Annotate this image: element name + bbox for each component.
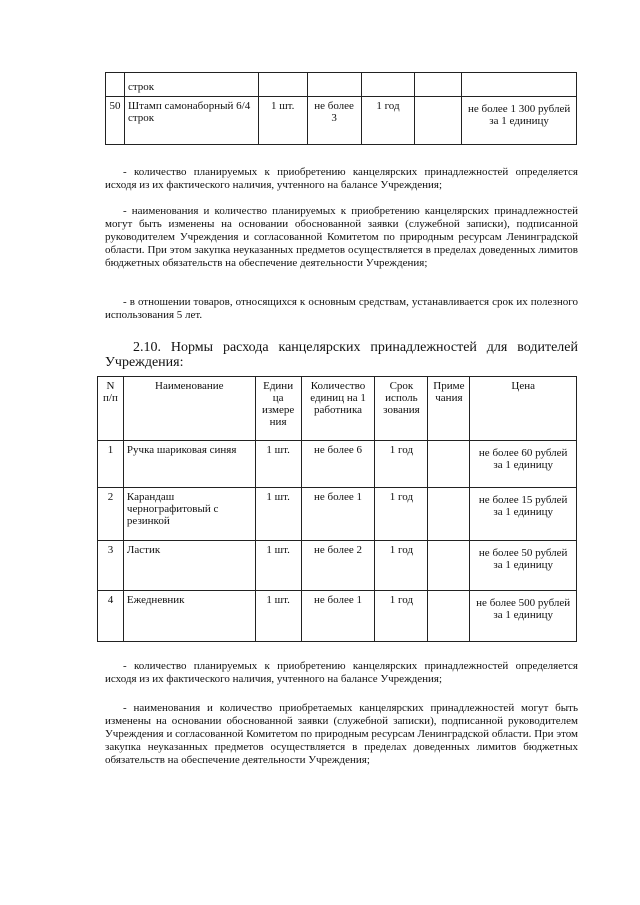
cell-qty: не более 2 bbox=[301, 541, 375, 591]
cell-term: 1 год bbox=[375, 591, 428, 642]
cell-n: 2 bbox=[98, 488, 124, 541]
cell-n: 4 bbox=[98, 591, 124, 642]
section-heading: 2.10. Нормы расхода канцелярских принадлежностей для водителей Учреждения: bbox=[105, 340, 578, 370]
table-row bbox=[98, 488, 577, 541]
header-unit: Едини ца измере ния bbox=[255, 377, 301, 441]
cell-note bbox=[428, 441, 470, 488]
cell-note bbox=[415, 73, 462, 97]
paragraph: - наименования и количество планируемых к приобретению канцелярских принадлежностей могут быть изменены на основании обоснованной заявки (служебной записки), подписанной руководителем Учреждения и согласованной Комитетом по природным ресурсам Ленинградской области. При этом закупка неуказанных предметов осуществляется в пределах доведенных лимитов бюджетных обязательств на обеспечение деятельности Учреждения; bbox=[105, 205, 578, 269]
cell-price: не более 15 рублей за 1 единицу bbox=[470, 488, 577, 541]
paragraph: - количество планируемых к приобретению канцелярских принадлежностей определяется исходя из их фактического наличия, учтенного на балансе Учреждения; bbox=[105, 660, 578, 685]
cell-term: 1 год bbox=[361, 97, 415, 145]
cell-name: строк bbox=[124, 73, 258, 97]
cell-n bbox=[106, 73, 125, 97]
header-n: N п/п bbox=[98, 377, 124, 441]
cell-name: Ручка шариковая синяя bbox=[123, 441, 255, 488]
cell-n: 1 bbox=[98, 441, 124, 488]
cell-n: 3 bbox=[98, 541, 124, 591]
paragraph: - количество планируемых к приобретению канцелярских принадлежностей определяется исходя из их фактического наличия, учтенного на балансе Учреждения; bbox=[105, 166, 578, 191]
header-term: Срок исполь зования bbox=[375, 377, 428, 441]
table-row bbox=[98, 591, 577, 642]
cell-price: не более 500 рублей за 1 единицу bbox=[470, 591, 577, 642]
table-row bbox=[106, 73, 577, 97]
cell-qty: не более 6 bbox=[301, 441, 375, 488]
cell-qty: не более 3 bbox=[307, 97, 361, 145]
cell-name: Ластик bbox=[123, 541, 255, 591]
cell-name: Штамп самонаборный 6/4 строк bbox=[124, 97, 258, 145]
cell-term: 1 год bbox=[375, 488, 428, 541]
table-row bbox=[98, 441, 577, 488]
cell-name: Ежедневник bbox=[123, 591, 255, 642]
cell-unit: 1 шт. bbox=[255, 541, 301, 591]
cell-qty: не более 1 bbox=[301, 488, 375, 541]
paragraph: - в отношении товаров, относящихся к основным средствам, устанавливается срок их полезного использования 5 лет. bbox=[105, 296, 578, 321]
header-note: Приме чания bbox=[428, 377, 470, 441]
cell-name: Карандаш чернографитовый с резинкой bbox=[123, 488, 255, 541]
cell-note bbox=[428, 488, 470, 541]
cell-price: не более 50 рублей за 1 единицу bbox=[470, 541, 577, 591]
header-qty: Количество единиц на 1 работника bbox=[301, 377, 375, 441]
cell-note bbox=[428, 591, 470, 642]
cell-note bbox=[428, 541, 470, 591]
cell-unit: 1 шт. bbox=[255, 591, 301, 642]
cell-note bbox=[415, 97, 462, 145]
header-price: Цена bbox=[470, 377, 577, 441]
cell-unit: 1 шт. bbox=[255, 488, 301, 541]
cell-price: не более 1 300 рублей за 1 единицу bbox=[462, 97, 577, 145]
cell-n: 50 bbox=[106, 97, 125, 145]
cell-price: не более 60 рублей за 1 единицу bbox=[470, 441, 577, 488]
cell-qty: не более 1 bbox=[301, 591, 375, 642]
table-row bbox=[98, 541, 577, 591]
cell-unit: 1 шт. bbox=[258, 97, 307, 145]
header-name: Наименование bbox=[123, 377, 255, 441]
cell-unit bbox=[258, 73, 307, 97]
paragraph: - наименования и количество приобретаемых канцелярских принадлежностей могут быть изменены на основании обоснованной заявки (служебной записки), подписанной руководителем Учреждения и согласованной Комитетом по природным ресурсам Ленинградской области. При этом закупка неуказанных предметов осуществляется в пределах доведенных лимитов бюджетных обязательств на обеспечение деятельности Учреждения; bbox=[105, 702, 578, 766]
cell-term: 1 год bbox=[375, 541, 428, 591]
table-header-row bbox=[98, 377, 577, 441]
cell-price bbox=[462, 73, 577, 97]
table-row bbox=[106, 97, 577, 145]
cell-term: 1 год bbox=[375, 441, 428, 488]
cell-qty bbox=[307, 73, 361, 97]
cell-term bbox=[361, 73, 415, 97]
norms-table bbox=[97, 376, 577, 642]
top-table bbox=[105, 72, 577, 145]
cell-unit: 1 шт. bbox=[255, 441, 301, 488]
